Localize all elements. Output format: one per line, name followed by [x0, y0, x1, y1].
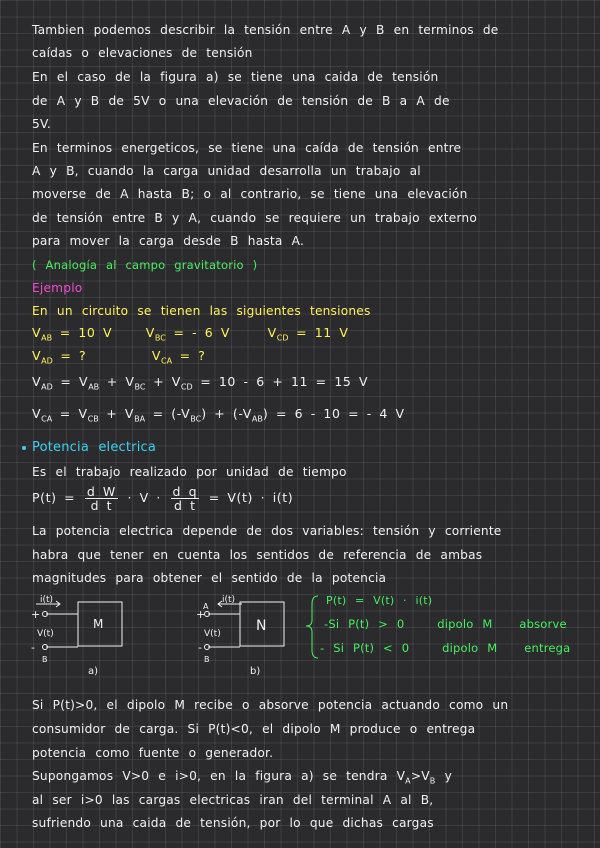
analogy-note: ( Analogía al campo gravitatorio )	[32, 258, 258, 272]
given-voltages	[32, 325, 586, 347]
example-heading: Ejemplo	[32, 281, 83, 295]
text-line: Tambien podemos describir la tensión entre A y B en terminos de	[32, 23, 499, 37]
text-line: caídas o elevaciones de tensión	[32, 46, 253, 60]
power-rule-positive: -Si P(t) > 0 dipolo M absorve	[324, 617, 567, 631]
text-line: A y B, cuando la carga unidad desarrolla un trabajo al	[32, 164, 421, 178]
vcd: $V_{CD} = 11$ V	[267, 325, 349, 343]
svg-text:+: +	[31, 608, 41, 621]
example-intro: En un circuito se tienen las siguientes tensiones	[32, 304, 371, 318]
text-line: Supongamos V>0 e i>0, en la figura a) se tendra $V_A>V_B$ y	[32, 769, 452, 786]
text-line: En el caso de la figura a) se tiene una caida de tensión	[32, 70, 439, 84]
vca-calculation: $V_{CA} = V_{CB} + V_{BA} = (-V_{BC}) + (-V_{AB}) = 6 - 10$ = - 4 V	[32, 406, 405, 424]
vad: $V_{AD}$ = ?	[32, 348, 87, 366]
svg-text:V(t): V(t)	[204, 629, 221, 639]
text-line: de A y B de 5V o una elevación de tensión de B a A de	[32, 94, 450, 108]
svg-text:A: A	[203, 602, 209, 611]
svg-text:i(t): i(t)	[222, 595, 236, 605]
svg-text:-: -	[31, 641, 35, 654]
vad-calculation: $V_{AD} = V_{AB} + V_{BC} + V_{CD} = 10 - 6 + 11 = 15$ V	[32, 374, 369, 392]
bullet-icon	[22, 446, 26, 450]
text-line: En terminos energeticos, se tiene una caída de tensión entre	[32, 141, 462, 155]
text-line: moverse de A hasta B; o al contrario, se tiene una elevación	[32, 187, 468, 201]
svg-text:-: -	[198, 641, 202, 654]
text-line: consumidor de carga. Si P(t)<0, el dipolo M produce o entrega	[32, 722, 476, 736]
current-label: i(t)	[40, 595, 54, 605]
power-rule-negative: - Si P(t) < 0 dipolo M entrega	[320, 641, 571, 655]
power-rule-formula: P(t) = V(t) · i(t)	[326, 594, 433, 607]
text-line: 5V.	[32, 117, 51, 131]
text-line: La potencia electrica depende de dos variables: tensión y corriente	[32, 524, 502, 538]
voltage-label: V(t)	[37, 629, 54, 639]
text-line: Si P(t)>0, el dipolo M recibe o absorve potencia actuando como un	[32, 698, 509, 712]
text-line: de tensión entre B y A, cuando se requiere un trabajo externo	[32, 211, 477, 225]
dw-dt-fraction: $\frac{\text{d W}}{\text{d t}}$	[86, 484, 116, 513]
power-formula: P(t) = $\frac{\text{d W}}{\text{d t}}$ · V · $\frac{\text{d q}}{\text{d t}}$ = V(t) · i(t)	[32, 484, 294, 513]
text-line: habra que tener en cuenta los sentidos de referencia de ambas	[32, 548, 483, 562]
text-line: para mover la carga desde B hasta A.	[32, 234, 305, 248]
vbc: $V_{BC}$ = - 6 V	[145, 325, 231, 343]
svg-text:b): b)	[250, 666, 261, 677]
text-line: magnitudes para obtener el sentido de la potencia	[32, 571, 387, 585]
power-definition: Es el trabajo realizado por unidad de tiempo	[32, 465, 347, 479]
vca: $V_{CA}$ = ?	[151, 348, 206, 366]
text-line: sufriendo una caida de tensión, por lo que dichas cargas	[32, 816, 434, 830]
svg-text:B: B	[42, 655, 48, 664]
unknown-voltages	[32, 348, 586, 370]
text-line: al ser i>0 las cargas electricas iran del terminal A al B,	[32, 793, 434, 807]
svg-text:N: N	[256, 618, 267, 634]
dq-dt-fraction: $\frac{\text{d q}}{\text{d t}}$	[172, 484, 198, 513]
figure-label: a)	[88, 666, 99, 677]
vab: $V_{AB} = 10$ V	[32, 325, 113, 343]
brace-icon	[306, 596, 318, 658]
svg-text:+: +	[196, 608, 206, 621]
section-heading: Potencia electrica	[32, 440, 157, 455]
dipole-label: M	[93, 617, 104, 631]
text-line: potencia como fuente o generador.	[32, 746, 274, 760]
svg-text:B: B	[204, 655, 210, 664]
